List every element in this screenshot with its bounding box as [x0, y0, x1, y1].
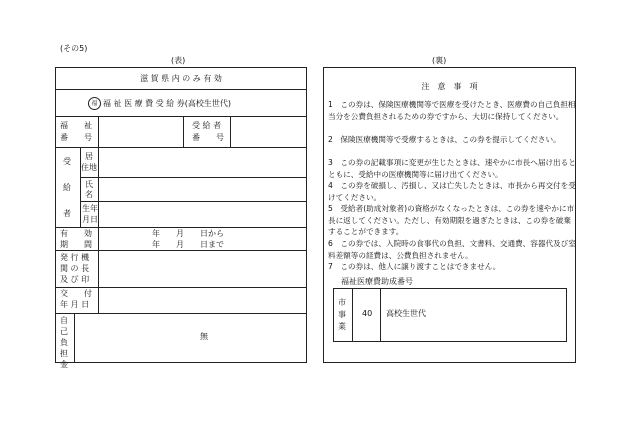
- notes-title: 注 意 事 項: [421, 82, 478, 91]
- issuer-label-1: 発 行 機: [60, 253, 90, 262]
- front-label: (表): [171, 56, 186, 65]
- note-3: 3 この券の記載事項に変更が生じたときは、速やかに市長へ届け出るとともに、受給中の医療機関等に届け出てください。: [328, 158, 576, 179]
- rule: [230, 116, 231, 147]
- rule: [98, 147, 99, 313]
- birthdate-label-1: 生年: [82, 204, 98, 213]
- welfare-number-label-2: 番 号: [60, 133, 92, 142]
- copay-value: 無: [200, 332, 208, 341]
- recipient-number-label-1: 受 給 者: [192, 121, 222, 130]
- note-1: 1 この券は、保険医療機関等で医療を受けたとき、医療費の自己負担相当分を公費負担されるための券ですから、大切に保持してください。: [328, 100, 576, 121]
- rule: [55, 147, 307, 148]
- note-7: 7 この券は、他人に譲り渡すことはできません。: [328, 262, 501, 271]
- recipient-label-2: 給: [63, 183, 71, 192]
- rule: [55, 89, 307, 90]
- rule: [98, 116, 99, 147]
- rule: [55, 250, 307, 251]
- note-4: 4 この券を破損し、汚損し、又は亡失したときは、市長から再交付を受けてください。: [328, 181, 576, 202]
- rule: [352, 288, 353, 342]
- subsidy-description: 高校生世代: [386, 309, 426, 318]
- card-title: 福 祉 医 療 費 受 給 券(高校生世代): [103, 99, 232, 108]
- recipient-label-1: 受: [63, 157, 71, 166]
- rule: [80, 201, 307, 202]
- note-2: 2 保険医療機関等で受療するときは、この券を提示してください。: [328, 135, 561, 144]
- validity-from: 年 月 日から: [152, 229, 224, 238]
- validity-to: 年 月 日まで: [152, 240, 224, 249]
- copay-label: 自己負担金: [60, 316, 68, 369]
- address-label-1: 居: [85, 152, 93, 161]
- rule: [80, 147, 81, 227]
- name-label-1: 氏: [85, 180, 93, 189]
- sheet-number: (その5): [60, 44, 88, 53]
- rule: [55, 116, 307, 117]
- subsidy-category: 市事業: [338, 298, 346, 331]
- issuer-label-2: 関 の 長: [60, 264, 90, 273]
- back-label: (裏): [432, 56, 447, 65]
- address-label-2: 住地: [81, 163, 97, 172]
- rule: [80, 177, 307, 178]
- rule: [55, 313, 307, 314]
- issue-date-label-2: 年 月 日: [60, 300, 90, 309]
- validity-label-1: 有 効: [60, 229, 92, 238]
- validity-label-2: 期 間: [60, 240, 92, 249]
- rule: [55, 227, 307, 228]
- subsidy-number-title: 福祉医療費助成番号: [341, 277, 413, 286]
- note-6: 6 この券では、入院時の食事代の負担、文書料、交通費、容器代及び室料差額等の経費は、公費負担されません。: [328, 239, 576, 260]
- recipient-number-label-2: 番 号: [192, 133, 224, 142]
- recipient-label-3: 者: [63, 209, 71, 218]
- rule: [55, 287, 307, 288]
- issue-date-label-1: 交 付: [60, 289, 92, 298]
- note-5: 5 受給者(助成対象者)の資格がなくなったときは、この券を速やかに市長に返してください。ただし、有効期限を過ぎたときは、この券を破棄することができます。: [328, 204, 575, 237]
- validity-header: 滋 賀 県 内 の み 有 効: [140, 74, 222, 83]
- rule: [74, 313, 75, 363]
- rule: [183, 116, 184, 147]
- issuer-label-3: 及 び 印: [60, 275, 90, 284]
- subsidy-code: 40: [362, 309, 373, 318]
- welfare-number-label-1: 福 祉: [60, 121, 92, 130]
- seal-mark-icon: 福: [88, 97, 101, 110]
- rule: [380, 288, 381, 342]
- birthdate-label-2: 月日: [82, 215, 98, 224]
- name-label-2: 名: [85, 190, 93, 199]
